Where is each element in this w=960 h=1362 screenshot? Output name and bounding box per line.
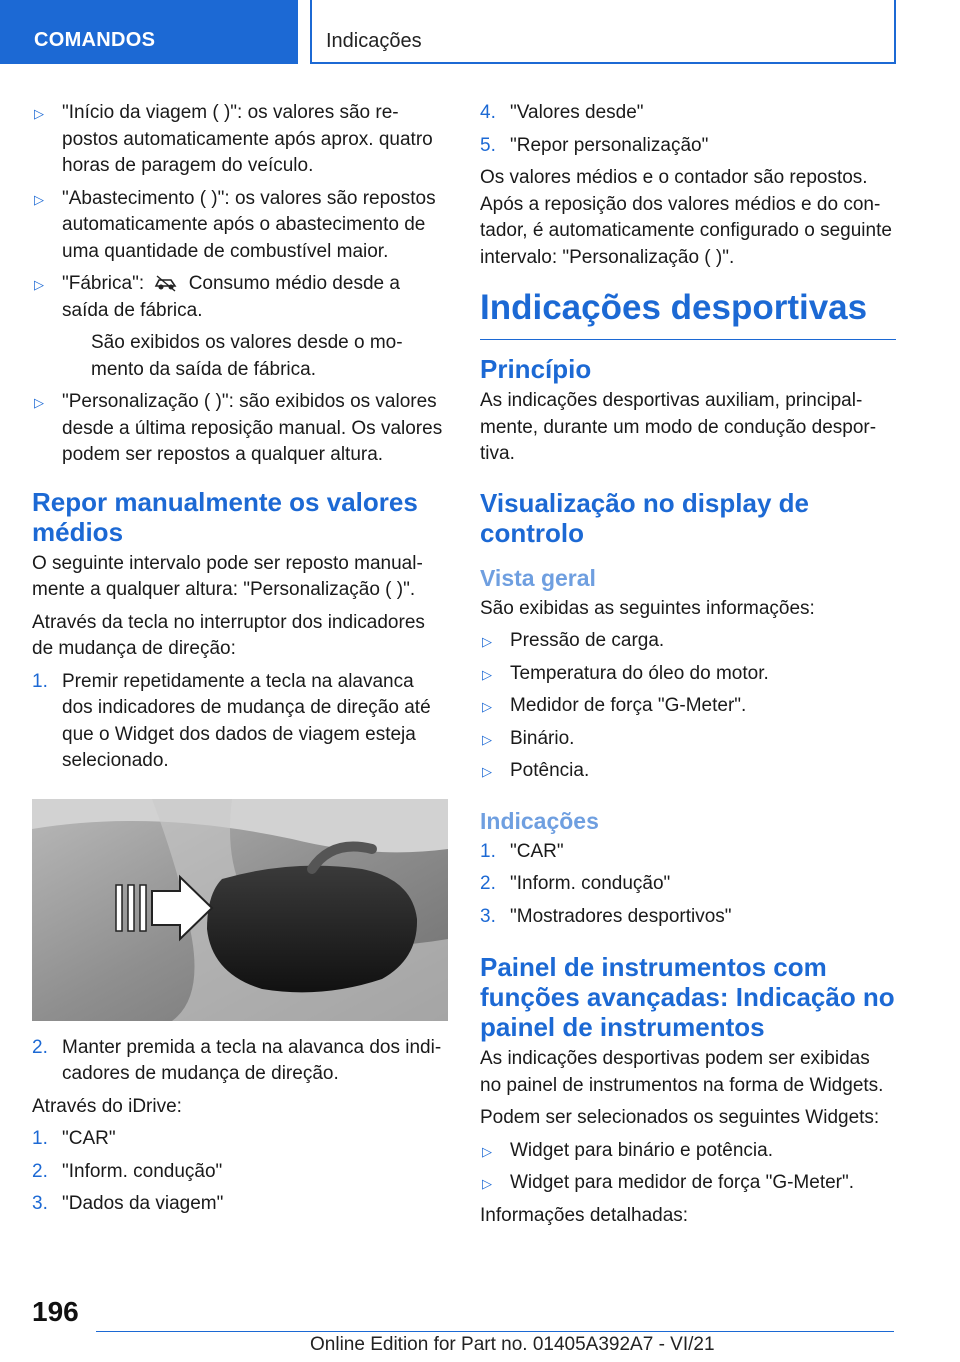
bullet-triangle-icon: ▷ [34, 395, 44, 410]
bullet-triangle-icon: ▷ [34, 191, 44, 207]
step-item: 1. "CAR" [32, 1126, 448, 1153]
page-number: 196 [32, 1296, 79, 1327]
principle-text: As indicações desportivas auxiliam, principalmente, durante um modo de condução desportiva. [480, 390, 877, 464]
step-item: 2. Manter premida a tecla na alavanca dos indicadores de mudança de direção. [32, 1036, 442, 1084]
section-title: COMANDOS [34, 29, 156, 51]
bullet-triangle-icon: ▷ [482, 634, 492, 649]
list-item: ▷ Temperatura do óleo do motor. [480, 661, 896, 688]
bullet-triangle-icon: ▷ [482, 699, 492, 714]
list-item: ▷ Potência. [480, 758, 896, 785]
step-item: 2. "Inform. condução" [480, 871, 896, 898]
left-column [32, 100, 448, 1224]
chapter-tab [310, 0, 896, 64]
reset-intro: O seguinte intervalo pode ser reposto manualmente a qualquer altura: "Personalização ( )". [32, 552, 423, 600]
reset-via-key: Através da tecla no interruptor dos indicadores de mudança de direção: [32, 611, 425, 659]
bullet-triangle-icon: ▷ [482, 764, 492, 779]
list-item: ▷ Widget para binário e potência. [480, 1138, 896, 1165]
factory-note: São exibidos os valores desde o momento da saída de fábrica. [91, 332, 403, 380]
step-number: 1. [480, 840, 496, 862]
step-item: 3. "Dados da viagem" [32, 1191, 448, 1218]
bullet-triangle-icon: ▷ [482, 731, 492, 747]
list-item: ▷ Medidor de força "G-Meter". [480, 693, 896, 720]
car-factory-icon [153, 274, 179, 292]
overview-intro: São exibidas as seguintes informações: [480, 597, 815, 619]
bullet-triangle-icon: ▷ [482, 1143, 492, 1159]
details-text: Informações detalhadas: [480, 1204, 689, 1226]
chapter-title: Indicações [326, 30, 422, 52]
main-heading: Indicações desportivas [480, 287, 896, 340]
indications-heading: Indicações [480, 807, 599, 834]
step-number: 3. [32, 1193, 48, 1214]
step-item: 2. "Inform. condução" [32, 1159, 448, 1186]
step-number: 2. [32, 1036, 48, 1058]
step-number: 3. [480, 905, 496, 927]
right-column [480, 100, 896, 1235]
list-item: ▷ Pressão de carga. [480, 628, 896, 655]
list-item: ▷ Widget para medidor de força "G-Meter". [480, 1170, 896, 1197]
section-tab [0, 0, 298, 64]
reset-heading: Repor manualmente os valores médios [32, 486, 418, 547]
list-item: ▷ "Abastecimento ( )": os valores são repostos automaticamente após o abastecimento de uma quantidade de combustível maior. [34, 187, 436, 262]
bullet-triangle-icon: ▷ [34, 106, 44, 121]
bullet-triangle-icon: ▷ [482, 666, 492, 682]
footer-edition: Online Edition for Part no. 01405A392A7 - VI/21 [310, 1334, 715, 1355]
step-number: 5. [480, 134, 496, 156]
cluster-heading: Painel de instrumentos com funções avançadas: Indicação no painel de instrumentos [480, 952, 895, 1042]
bullet-triangle-icon: ▷ [34, 277, 44, 292]
via-idrive: Através do iDrive: [32, 1095, 182, 1117]
footer-divider [96, 1331, 894, 1332]
overview-heading: Vista geral [480, 564, 596, 591]
bullet-triangle-icon: ▷ [482, 1176, 492, 1191]
list-item: ▷ "Personalização ( )": são exibidos os valores desde a última reposição manual. Os valores podem ser repostos a qualquer altura. [34, 391, 443, 465]
step-number: 1. [32, 670, 48, 692]
step-number: 2. [480, 873, 496, 894]
step-item: 5. "Repor personalização" [480, 133, 896, 160]
list-item: ▷ "Fábrica": Consumo médio desde a saída de fábrica. [34, 273, 400, 321]
cluster-text: As indicações desportivas podem ser exibidas no painel de instrumentos na forma de Widgets. [480, 1048, 884, 1096]
step-number: 2. [32, 1160, 48, 1182]
step-item: 4. "Valores desde" [480, 100, 896, 127]
step-item: 3. "Mostradores desportivos" [480, 904, 896, 931]
step-number: 1. [32, 1128, 48, 1149]
reset-result-text: Os valores médios e o contador são repostos. Após a reposição dos valores médios e do contador, é automaticamente configurado o seguinte intervalo: "Personalização ( )". [480, 167, 892, 268]
step-item: 1. Premir repetidamente a tecla na alavanca dos indicadores de mudança de direção até que o Widget dos dados de viagem esteja selecionado. [32, 670, 431, 771]
step-number: 4. [480, 102, 496, 123]
list-item: ▷ Binário. [480, 726, 896, 753]
turn-signal-lever-illustration [32, 799, 448, 1021]
step-item: 1. "CAR" [480, 839, 896, 866]
widgets-intro: Podem ser selecionados os seguintes Widgets: [480, 1107, 880, 1128]
display-heading: Visualização no display de controlo [480, 487, 809, 548]
list-item: ▷ "Início da viagem ( )": os valores são repostos automaticamente após aprox. quatro horas de paragem do veículo. [34, 102, 433, 176]
principle-heading: Princípio [480, 354, 592, 384]
